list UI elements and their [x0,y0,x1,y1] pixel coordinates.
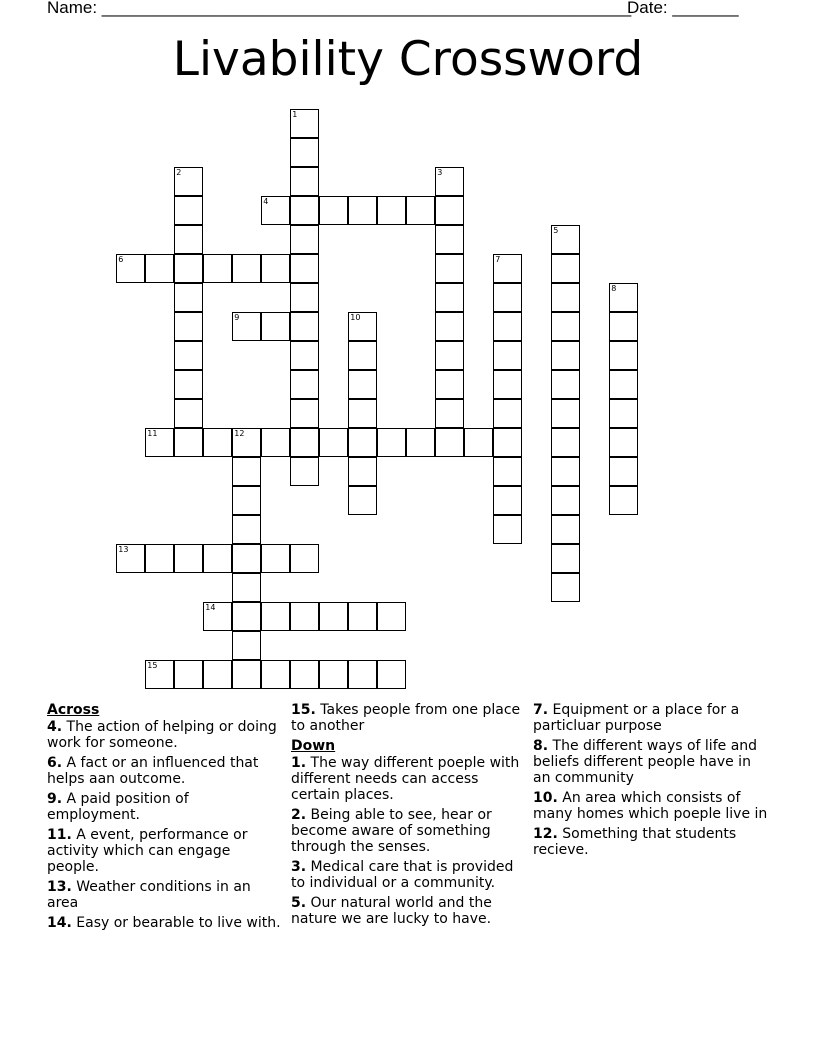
grid-cell[interactable] [261,428,290,457]
grid-cell[interactable] [609,399,638,428]
grid-cell[interactable] [261,602,290,631]
grid-cell[interactable] [551,254,580,283]
clue-across-6: 6. A fact or an influenced that helps aan outcome. [47,755,259,787]
clue-down-7: 7. Equipment or a place for a particluar purpose [533,702,740,734]
clue-number: 13 [118,545,129,555]
grid-cell[interactable] [232,486,261,515]
grid-cell[interactable] [551,486,580,515]
grid-cell[interactable] [232,457,261,486]
grid-cell[interactable] [551,457,580,486]
grid-cell[interactable] [232,312,261,341]
grid-cell[interactable] [174,399,203,428]
clue-down-12: 12. Something that students recieve. [533,826,737,858]
grid-cell[interactable] [232,515,261,544]
grid-cell[interactable] [290,370,319,399]
grid-cell[interactable] [145,660,174,689]
grid-cell[interactable] [493,457,522,486]
grid-cell[interactable] [232,254,261,283]
clue-down-3: 3. Medical care that is provided to individual or a community. [291,859,514,891]
grid-cell[interactable] [551,428,580,457]
across-heading: Across [47,702,100,718]
grid-cell[interactable] [116,544,145,573]
grid-cell[interactable] [609,341,638,370]
grid-cell[interactable] [377,660,406,689]
grid-cell[interactable] [174,254,203,283]
grid-cell[interactable] [435,428,464,457]
grid-cell[interactable] [493,283,522,312]
clue-across-4: 4. The action of helping or doing work for someone. [47,719,277,751]
grid-cell[interactable] [348,341,377,370]
grid-cell[interactable] [551,370,580,399]
grid-cell[interactable] [551,515,580,544]
grid-cell[interactable] [116,254,145,283]
grid-cell[interactable] [145,544,174,573]
grid-cell[interactable] [348,312,377,341]
grid-cell[interactable] [261,254,290,283]
grid-cell[interactable] [174,312,203,341]
grid-cell[interactable] [319,602,348,631]
clue-down-1: 1. The way different poeple with different needs can access certain places. [291,755,520,803]
grid-cell[interactable] [290,283,319,312]
grid-cell[interactable] [290,196,319,225]
clue-number: 8 [611,284,617,294]
clue-across-14: 14. Easy or bearable to live with. [47,915,281,931]
grid-cell[interactable] [551,225,580,254]
grid-cell[interactable] [290,312,319,341]
grid-cell[interactable] [290,399,319,428]
grid-cell[interactable] [174,341,203,370]
grid-cell[interactable] [174,544,203,573]
grid-cell[interactable] [290,254,319,283]
grid-cell[interactable] [435,254,464,283]
grid-cell[interactable] [435,196,464,225]
grid-cell[interactable] [377,428,406,457]
grid-cell[interactable] [493,254,522,283]
clue-number: 9 [234,313,240,323]
grid-cell[interactable] [290,602,319,631]
clue-number: 1 [292,110,298,120]
clue-across-15: 15. Takes people from one place to another [291,702,521,734]
grid-cell[interactable] [203,602,232,631]
clue-down-8: 8. The different ways of life and beliefs different people have in an community [533,738,758,786]
grid-cell[interactable] [493,428,522,457]
clue-down-5: 5. Our natural world and the nature we are lucky to have. [291,895,492,927]
grid-cell[interactable] [493,370,522,399]
grid-cell[interactable] [261,544,290,573]
clue-down-10: 10. An area which consists of many homes which poeple live in [533,790,768,822]
grid-cell[interactable] [174,225,203,254]
grid-cell[interactable] [290,109,319,138]
grid-cell[interactable] [203,544,232,573]
grid-cell[interactable] [290,428,319,457]
grid-cell[interactable] [377,602,406,631]
grid-cell[interactable] [232,660,261,689]
grid-cell[interactable] [145,428,174,457]
date-field[interactable]: Date: _______ [627,0,739,17]
grid-cell[interactable] [232,428,261,457]
grid-cell[interactable] [435,283,464,312]
grid-cell[interactable] [435,399,464,428]
grid-cell[interactable] [406,196,435,225]
grid-cell[interactable] [232,602,261,631]
grid-cell[interactable] [464,428,493,457]
grid-cell[interactable] [551,544,580,573]
grid-cell[interactable] [290,167,319,196]
grid-cell[interactable] [319,660,348,689]
grid-cell[interactable] [174,283,203,312]
grid-cell[interactable] [609,370,638,399]
clue-down-2: 2. Being able to see, hear or become aware of something through the senses. [291,807,492,855]
grid-cell[interactable] [145,254,174,283]
grid-cell[interactable] [174,660,203,689]
grid-cell[interactable] [290,660,319,689]
grid-cell[interactable] [348,660,377,689]
grid-cell[interactable] [435,167,464,196]
grid-cell[interactable] [609,428,638,457]
grid-cell[interactable] [609,457,638,486]
page-title: Livability Crossword [172,32,644,87]
grid-cell[interactable] [435,312,464,341]
grid-cell[interactable] [609,312,638,341]
grid-cell[interactable] [174,370,203,399]
clues-column-2 [291,702,526,931]
grid-cell[interactable] [290,341,319,370]
grid-cell[interactable] [348,370,377,399]
grid-cell[interactable] [348,602,377,631]
clue-number: 6 [118,255,124,265]
grid-cell[interactable] [348,399,377,428]
grid-cell[interactable] [348,428,377,457]
clue-across-13: 13. Weather conditions in an area [47,879,251,911]
clue-number: 11 [147,429,158,439]
clue-across-11: 11. A event, performance or activity which can engage people. [47,827,248,875]
grid-cell[interactable] [493,399,522,428]
clue-number: 7 [495,255,501,265]
grid-cell[interactable] [348,457,377,486]
grid-cell[interactable] [290,544,319,573]
clue-number: 10 [350,313,361,323]
grid-cell[interactable] [551,399,580,428]
clue-number: 14 [205,603,216,613]
grid-cell[interactable] [551,312,580,341]
grid-cell[interactable] [348,196,377,225]
grid-cell[interactable] [232,631,261,660]
clue-number: 15 [147,661,158,671]
grid-cell[interactable] [609,283,638,312]
grid-cell[interactable] [261,312,290,341]
grid-cell[interactable] [348,486,377,515]
grid-cell[interactable] [493,341,522,370]
grid-cell[interactable] [319,428,348,457]
grid-cell[interactable] [290,225,319,254]
grid-cell[interactable] [493,515,522,544]
grid-cell[interactable] [203,660,232,689]
clue-number: 3 [437,168,443,178]
clue-number: 4 [263,197,269,207]
grid-cell[interactable] [406,428,435,457]
clue-number: 2 [176,168,182,178]
clue-number: 12 [234,429,245,439]
grid-cell[interactable] [203,254,232,283]
grid-cell[interactable] [377,196,406,225]
clues-column-3 [533,702,768,862]
grid-cell[interactable] [493,486,522,515]
down-heading: Down [291,738,336,754]
grid-cell[interactable] [319,196,348,225]
grid-cell[interactable] [174,167,203,196]
grid-cell[interactable] [551,573,580,602]
grid-cell[interactable] [435,225,464,254]
name-field[interactable]: Name: ________________________________________________________ [47,0,632,17]
grid-cell[interactable] [551,341,580,370]
grid-cell[interactable] [232,544,261,573]
grid-cell[interactable] [203,428,232,457]
grid-cell[interactable] [174,196,203,225]
clue-across-9: 9. A paid position of employment. [47,791,189,823]
grid-cell[interactable] [290,138,319,167]
grid-cell[interactable] [435,341,464,370]
clues-column-1 [47,702,282,935]
clue-number: 5 [553,226,559,236]
grid-cell[interactable] [290,457,319,486]
grid-cell[interactable] [551,283,580,312]
grid-cell[interactable] [609,486,638,515]
grid-cell[interactable] [174,428,203,457]
grid-cell[interactable] [232,573,261,602]
grid-cell[interactable] [261,196,290,225]
grid-cell[interactable] [261,660,290,689]
grid-cell[interactable] [493,312,522,341]
grid-cell[interactable] [435,370,464,399]
